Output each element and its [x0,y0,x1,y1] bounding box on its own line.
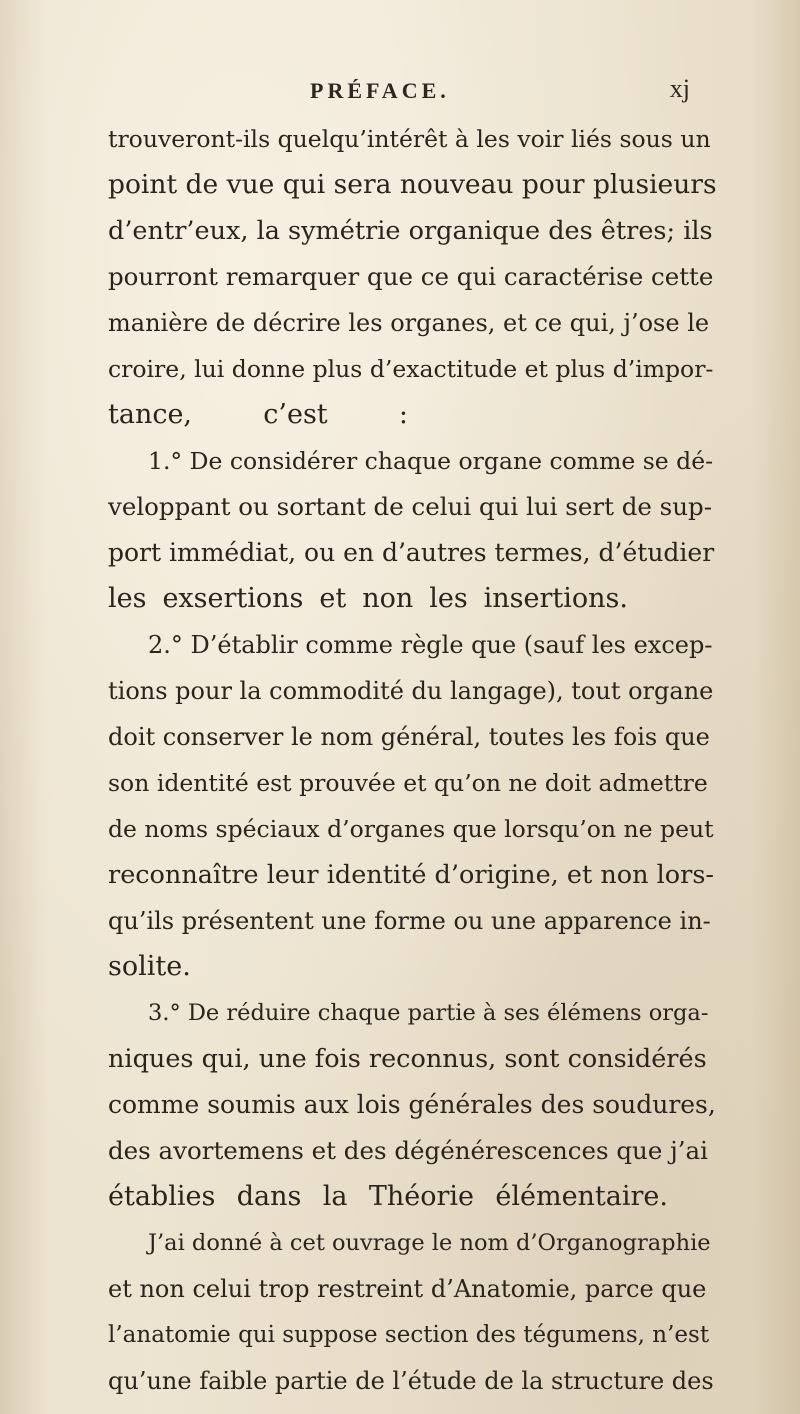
text-line: pourront remarquer que ce qui caractérise cette [108,262,714,291]
text-line: reconnaître leur identité d’origine, et non lors- [108,860,715,890]
text-line: port immédiat, ou en d’autres termes, d’étudier [108,538,715,567]
text-line: l’anatomie qui suppose section des tégumens, n’est [108,1322,710,1348]
text-line: tance, c’est : [108,399,408,430]
text-line: croire, lui donne plus d’exactitude et plus d’impor- [108,355,714,383]
text-line: des avortemens et des dégénérescences que j’ai [108,1136,708,1165]
text-line: 2.° D’établir comme règle que (sauf les excep- [148,631,713,659]
text-line: point de vue qui sera nouveau pour plusieurs [108,169,717,200]
text-line: solite. [108,951,191,982]
text-line: qu’une faible partie de l’étude de la structure des [108,1367,714,1395]
text-line: tions pour la commodité du langage), tout organe [108,677,714,705]
page-header [250,74,690,110]
text-line: qu’ils présentent une forme ou une apparence in- [108,907,711,935]
text-line: 1.° De considérer chaque organe comme se dé- [148,447,714,475]
text-line: et non celui trop restreint d’Anatomie, parce que [108,1275,707,1303]
running-title: PRÉFACE. [310,78,450,103]
text-line: son identité est prouvée et qu’on ne doit admettre [108,769,708,797]
text-line: les exsertions et non les insertions. [108,583,628,614]
text-line: niques qui, une fois reconnus, sont considérés [108,1044,707,1074]
page-number: xj [669,74,690,103]
text-line: d’entr’eux, la symétrie organique des êtres; ils [108,216,713,246]
text-line: établies dans la Théorie élémentaire. [108,1181,668,1212]
text-line: de noms spéciaux d’organes que lorsqu’on ne peut [108,815,714,843]
text-line: manière de décrire les organes, et ce qui, j’ose le [108,309,710,337]
text-line: trouveront-ils quelqu’intérêt à les voir liés sous un [108,125,711,153]
text-line: doit conserver le nom général, toutes les fois que [108,723,710,751]
text-line: veloppant ou sortant de celui qui lui sert de sup- [108,492,712,521]
text-line: 3.° De réduire chaque partie à ses élémens orga- [148,1000,709,1026]
text-line: comme soumis aux lois générales des soudures, [108,1090,716,1119]
text-line: J’ai donné à cet ouvrage le nom d’Organographie [148,1230,711,1256]
